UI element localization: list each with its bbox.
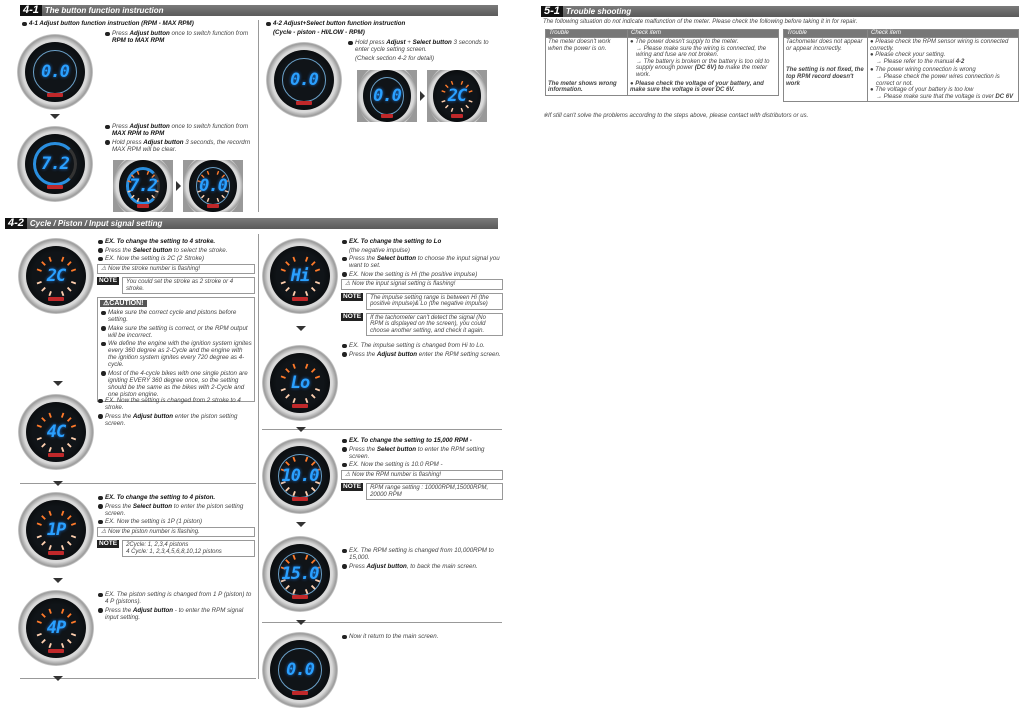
s41-step-b1: Hold press Adjust + Select button 3 seconds to enter cycle setting screen. (Check section 4-2 for detail) — [347, 39, 497, 63]
column-divider — [258, 234, 259, 679]
gauge-main-return: 0.0 — [262, 632, 338, 708]
gauge-max-rpm: 7.2 — [17, 126, 93, 202]
trouble-footer: ※If still can't solve the problems according to the steps above, please contact with distributors or us. — [543, 113, 809, 119]
gauge-image-max: 7.2 — [113, 160, 173, 212]
down-arrow-icon — [53, 481, 63, 486]
section-5-1-header: 5-1 Trouble shooting — [541, 6, 1019, 17]
step-lo: EX. To change the setting to Lo (the negative impulse) Press the Select button to choose the input signal you want to set. EX. Now the setting is Hi (the positive impulse) ⚠ Now the input signal setting is flashing! NOTE The impulse setting range is between Hi (the positive impulse)& Lo (the negative impulse) NOTE If the tachometer can't detect the signal (No RPM is displayed on the screen), you could choose another setting, and check it again. — [341, 238, 503, 339]
step-4-stroke: EX. To change the setting to 4 stroke. Press the Select button to select the stroke. EX. Now the setting is 2C (2 Stroke) ⚠ Now the stroke number is flashing! NOTE You could set the stroke as 2 stroke or 4 stroke. ⚠CAUTION! Make sure the correct cycle and pistons before setting. Make sure the setting is correct, or the RPM output will be incorrect. We define the engine with the ignition system ignites every 360 degree as 2-Cycle and the engine with the ignition system ignites every 720 degree as 4-cycle. Most of the 4-cycle bikes with one single piston are igniting EVERY 360 degree once, so the setting should be the same as the bikes with 2-Cycle and one piston engine. — [97, 238, 255, 402]
down-arrow-icon — [53, 676, 63, 681]
divider — [258, 20, 259, 212]
gauge-1p: 1P — [18, 492, 94, 568]
gauge-4c: 4C — [18, 394, 94, 470]
s41-step1: Press Adjust button once to switch function from RPM to MAX RPM — [104, 30, 254, 46]
step-stroke-changed: EX. Now the setting is changed from 2 stroke to 4 stroke. Press the Adjust button enter the piston setting screen. — [97, 397, 255, 428]
trouble-table-left: Trouble Check item The meter doesn't work when the power is on. ● The power doesn't supply to the meter. → Please make sure the wiring is connected, the wiring and fuse are not broken. → The battery is broken or the battery is too old to supply enough power (DC 6V) to make the meter work. The meter shows wrong information. ● Please check the voltage of your battery, and make sure the voltage is over DC 6V. — [545, 29, 779, 96]
step-piston-changed: EX. The piston setting is changed from 1 P (piston) to 4 P (pistons). Press the Adjust button - to enter the RPM signal input setting. — [97, 591, 255, 622]
down-arrow-icon — [53, 578, 63, 583]
down-arrow-icon — [296, 620, 306, 625]
step-rpm-changed: EX. The RPM setting is changed from 10,000RPM to 15,000. Press Adjust button, to back the main screen. — [341, 547, 506, 571]
step-return: Now it return to the main screen. — [341, 633, 503, 642]
down-arrow-icon — [296, 427, 306, 432]
section-4-2-header: 4-2 Cycle / Piston / Input signal setting — [5, 218, 498, 229]
gauge-image-cycle: 2C — [427, 70, 487, 122]
down-arrow-icon — [296, 522, 306, 527]
down-arrow-icon — [296, 326, 306, 331]
s41-adjust-select-heading: 4-2 Adjust+Select button function instruction (Cycle - piston - HI/LOW - RPM) — [265, 20, 505, 37]
gauge-15: 15.0 — [262, 536, 338, 612]
down-arrow-icon — [53, 381, 63, 386]
gauge-rpm: 0.0 — [17, 34, 93, 110]
gauge-lo: Lo — [262, 345, 338, 421]
step-15000: EX. To change the setting to 15,000 RPM - Press the Select button to enter the RPM setting screen. EX. Now the setting is 10.0 RPM - ⚠ Now the RPM number is flashing! NOTE RPM range setting : 10000RPM,15000RPM, 20000 RPM — [341, 437, 503, 503]
gauge-4p: 4P — [18, 590, 94, 666]
right-arrow-icon — [176, 181, 181, 191]
right-arrow-icon — [420, 91, 425, 101]
gauge-2c: 2C — [18, 238, 94, 314]
gauge-image-before: 0.0 — [357, 70, 417, 122]
gauge-10: 10.0 — [262, 438, 338, 514]
s41-adjust-heading: 4-1 Adjust button function instruction (RPM - MAX RPM) — [21, 20, 261, 29]
gauge-hi: Hi — [262, 238, 338, 314]
trouble-table-right: Trouble Check item Tachometer does not appear or appear incorrectly. ● Please check the RPM sensor wiring is connected correctly. ● Please check your setting. → Please refer to the manual 4-2 The setting is not fixed, the top RPM record doesn't work ● The power wiring connection is wrong → Please check the power wires connection is correct or not. ● The voltage of your battery is too low → Please make sure that the voltage is over DC 6V — [783, 29, 1019, 102]
gauge-main: 0.0 — [266, 42, 342, 118]
trouble-intro: The following situation do not indicate malfunction of the meter. Please check the following before taking it in for repair. — [543, 19, 858, 25]
gauge-image-cleared: 0.0 — [183, 160, 243, 212]
step-4-piston: EX. To change the setting to 4 piston. Press the Select button to enter the piston setting screen. EX. Now the setting is 1P (1 piston) ⚠ Now the piston number is flashing. NOTE 2Cycle: 1, 2,3,4 pistons 4 Cycle: 1, 2,3,4,5,6,8,10,12 pistons — [97, 494, 255, 560]
s41-steps-2-3: Press Adjust button once to switch function from MAX RPM to RPM Hold press Adjust button 3 seconds, the recordrn MAX RPM will be clear. — [104, 123, 254, 154]
caution-box: ⚠CAUTION! Make sure the correct cycle and pistons before setting. Make sure the setting is correct, or the RPM output will be incorrect. We define the engine with the ignition system ignites every 360 degree as 2-Cycle and the engine with the ignition system ignites every 720 degree as 4-cycle. Most of the 4-cycle bikes with one single piston are igniting EVERY 360 degree once, so the setting should be the same as the bikes with 2-Cycle and one piston engine. — [97, 297, 255, 402]
down-arrow-icon — [50, 114, 60, 119]
section-4-1-header: 4-1 The button function instruction — [20, 5, 498, 16]
step-impulse-changed: EX. The impulse setting is changed from Hi to Lo. Press the Adjust button enter the RPM setting screen. — [341, 342, 503, 359]
